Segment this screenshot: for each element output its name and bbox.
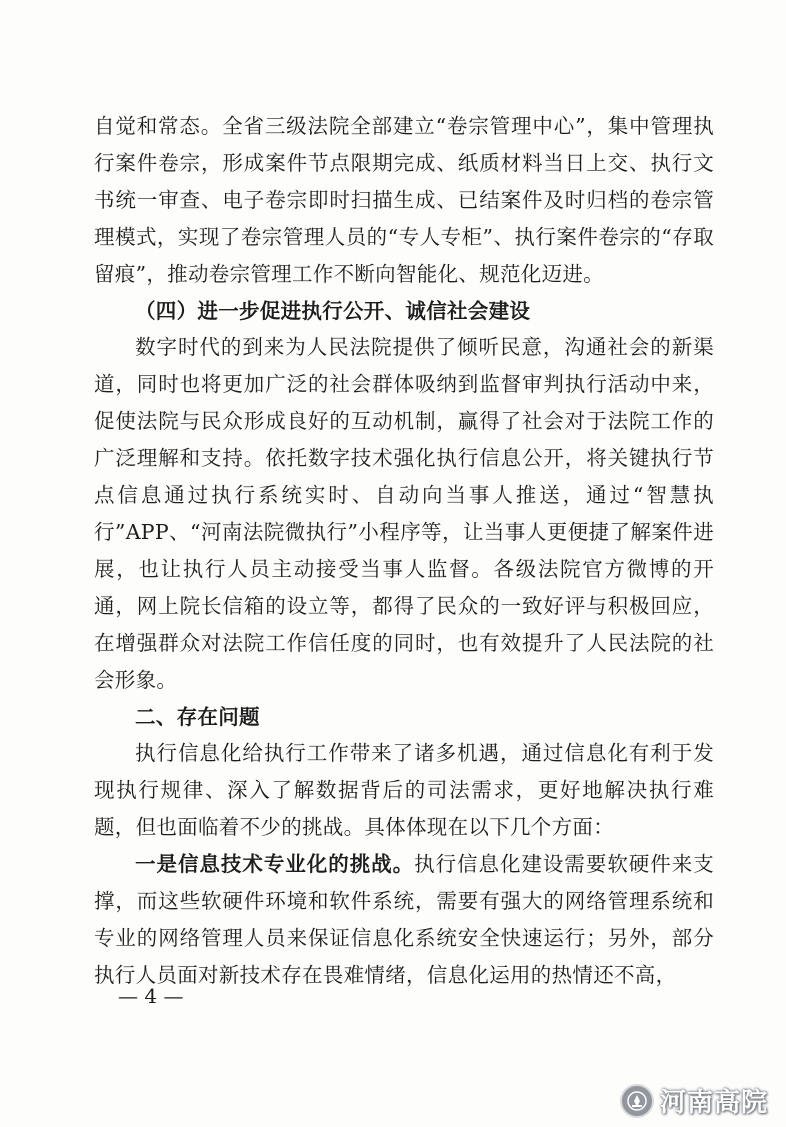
court-emblem-icon [620, 1084, 654, 1118]
section-subheading: （四）进一步促进执行公开、诚信社会建设 [135, 298, 531, 323]
paragraph-lead: 一是信息技术专业化的挑战。 [135, 852, 415, 877]
paragraph: 数字时代的到来为人民法院提供了倾听民意，沟通社会的新渠道，同时也将更加广泛的社会群体吸纳到监督审判执行活动中来，促使法院与民众形成良好的互动机制，赢得了社会对于法院工作的广泛理解和支持。依托数字技术强化执行信息公开，将关键执行节点信息通过执行系统实时、自动向当事人推送，通过“智慧执行”APP、“河南法院微执行”小程序等，让当事人更便捷了解案件进展，也让执行人员主动接受当事人监督。各级法院官方微博的开通，网上院长信箱的设立等，都得了民众的一致好评与积极回应，在增强群众对法院工作信任度的同时，也有效提升了人民法院的社会形象。 [94, 335, 714, 692]
page-number: — 4 — [118, 984, 184, 1008]
document-body [94, 108, 714, 994]
paragraph-text: 执行信息化建设需要软硬件来支撑，而这些软硬件环境和软件系统，需要有强大的网络管理系统和专业的网络管理人员来保证信息化系统安全快速运行；另外，部分执行人员面对新技术存在畏难情绪，信息化运用的热情还不高， [94, 852, 715, 987]
watermark [620, 1082, 768, 1119]
section-heading: 二、存在问题 [135, 704, 260, 729]
paragraph: 自觉和常态。全省三级法院全部建立“卷宗管理中心”，集中管理执行案件卷宗，形成案件节点限期完成、纸质材料当日上交、执行文书统一审查、电子卷宗即时扫描生成、已结案件及时归档的卷宗管理模式，实现了卷宗管理人员的“专人专柜”、执行案件卷宗的“存取留痕”，推动卷宗管理工作不断向智能化、规范化迈进。 [94, 114, 714, 286]
watermark-text: 河南高院 [659, 1088, 768, 1118]
paragraph [94, 846, 714, 994]
paragraph: 执行信息化给执行工作带来了诸多机遇，通过信息化有利于发现执行规律、深入了解数据背后的司法需求，更好地解决执行难题，但也面临着不少的挑战。具体体现在以下几个方面： [94, 741, 714, 840]
